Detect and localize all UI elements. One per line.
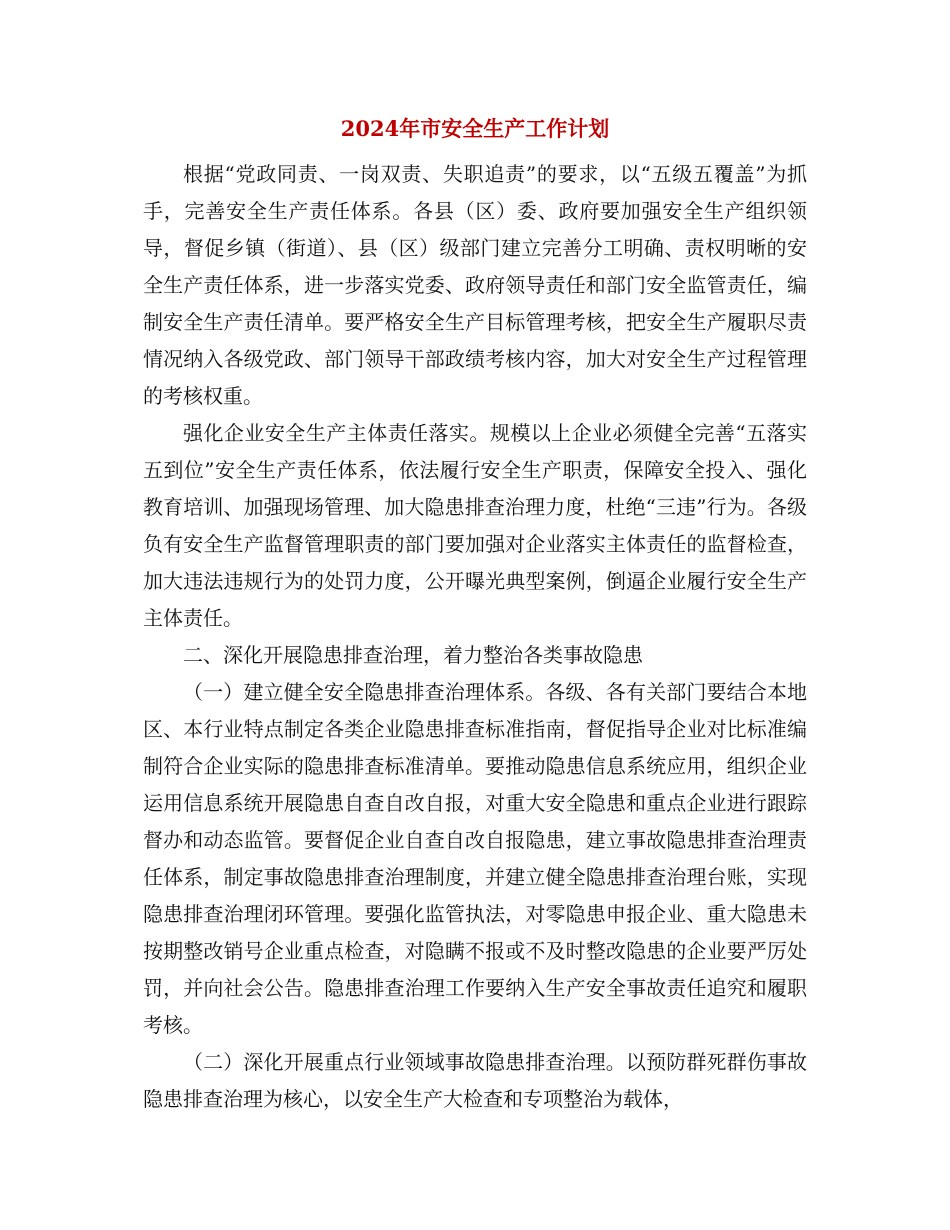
document-title: 2024年市安全生产工作计划 <box>340 116 610 141</box>
paragraph-key-industries: （二）深化开展重点行业领域事故隐患排查治理。以预防群死群伤事故隐患排查治理为核心，以安全生产大检查和专项整治为载体， <box>143 1050 807 1111</box>
paragraph-enterprise-responsibility: 强化企业安全生产主体责任落实。规模以上企业必须健全完善“五落实五到位”安全生产责任体系，依法履行安全生产职责，保障安全投入、强化教育培训、加强现场管理、加大隐患排查治理力度，杜绝“三违”行为。各级负有安全生产监督管理职责的部门要加强对企业落实主体责任的监督检查，加大违法违规行为的处罚力度，公开曝光典型案例，倒逼企业履行安全生产主体责任。 <box>143 421 807 630</box>
paragraph-responsibility-system: 根据“党政同责、一岗双责、失职追责”的要求，以“五级五覆盖”为抓手，完善安全生产责任体系。各县（区）委、政府要加强安全生产组织领导，督促乡镇（街道）、县（区）级部门建立完善分工明确、责权明晰的安全生产责任体系，进一步落实党委、政府领导责任和部门安全监管责任，编制安全生产责任清单。要严格安全生产目标管理考核，把安全生产履职尽责情况纳入各级党政、部门领导干部政绩考核内容，加大对安全生产过程管理的考核权重。 <box>143 162 807 408</box>
paragraph-hazard-system: （一）建立健全安全隐患排查治理体系。各级、各有关部门要结合本地区、本行业特点制定各类企业隐患排查标准指南，督促指导企业对比标准编制符合企业实际的隐患排查标准清单。要推动隐患信息系统应用，组织企业运用信息系统开展隐患自查自改自报，对重大安全隐患和重点企业进行跟踪督办和动态监管。要督促企业自查自改自报隐患，建立事故隐患排查治理责任体系，制定事故隐患排查治理制度，并建立健全隐患排查治理台账，实现隐患排查治理闭环管理。要强化监管执法，对零隐患申报企业、重大隐患未按期整改销号企业重点检查，对隐瞒不报或不及时整改隐患的企业要严厉处罚，并向社会公告。隐患排查治理工作要纳入生产安全事故责任追究和履职考核。 <box>143 680 807 1037</box>
section-heading-hazard-investigation: 二、深化开展隐患排查治理，着力整治各类事故隐患 <box>183 643 643 667</box>
document-body <box>143 156 807 1118</box>
